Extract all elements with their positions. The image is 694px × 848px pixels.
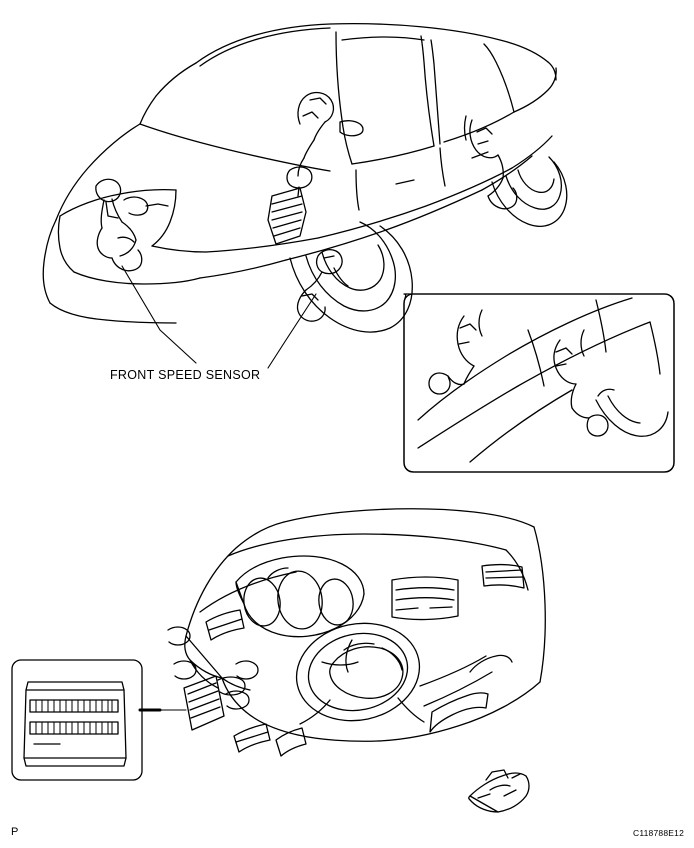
junction-block-inset-view xyxy=(12,660,142,780)
page-mark: P xyxy=(11,826,19,838)
instrument-panel-view xyxy=(140,509,545,756)
bracket-detail-view xyxy=(469,770,529,812)
vehicle-exterior-view xyxy=(43,24,567,368)
front-speed-sensor-label: FRONT SPEED SENSOR xyxy=(110,368,261,382)
detail-inset-view xyxy=(404,294,674,472)
figure-code: C118788E12 xyxy=(633,828,684,838)
